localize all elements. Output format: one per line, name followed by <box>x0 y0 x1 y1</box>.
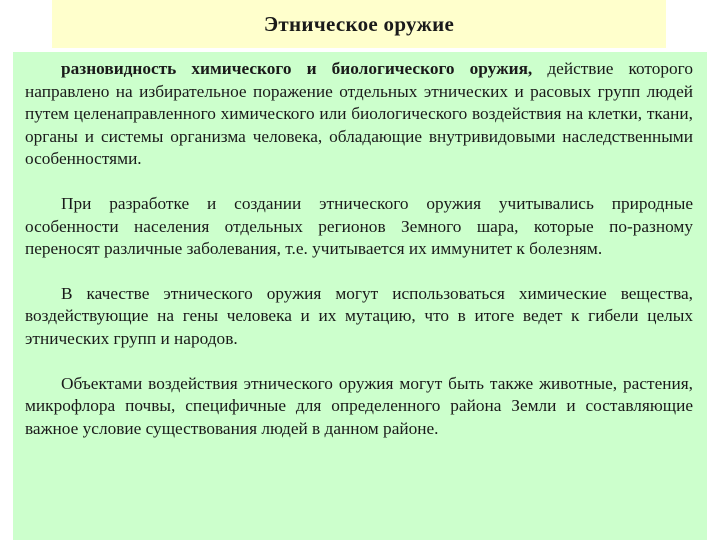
content-panel <box>13 52 707 540</box>
paragraph-chemical-substances: В качестве этнического оружия могут использоваться химические вещества, воздействующие на гены человека и их мутацию, что в итоге ведет к гибели целых этнических групп и народов. <box>25 283 693 348</box>
paragraph-targets: Объектами воздействия этнического оружия могут быть также животные, растения, микрофлора почвы, специфичные для определенного района Земли и составляющие важное условие существования людей в данном районе. <box>25 373 693 438</box>
slide-title: Этническое оружие <box>263 11 455 36</box>
definition-paragraph <box>25 58 693 171</box>
definition-term: разновидность химического и биологического оружия, <box>61 59 533 78</box>
paragraph-natural-features: При разработке и создании этнического оружия учитывались природные особенности населения отдельных регионов Земного шара, которые по-разному переносят различные заболевания, т.е. учитывается их иммунитет к болезням. <box>25 193 693 259</box>
definition-text: действие которого направлено на избирательное поражение отдельных этнических и расовых групп людей путем целенаправленного химического или биологического воздействия на клетки, ткани, органы и системы организма человека, обладающие внутривидовыми наследственными особенностями. <box>25 59 693 169</box>
title-banner <box>52 0 666 48</box>
